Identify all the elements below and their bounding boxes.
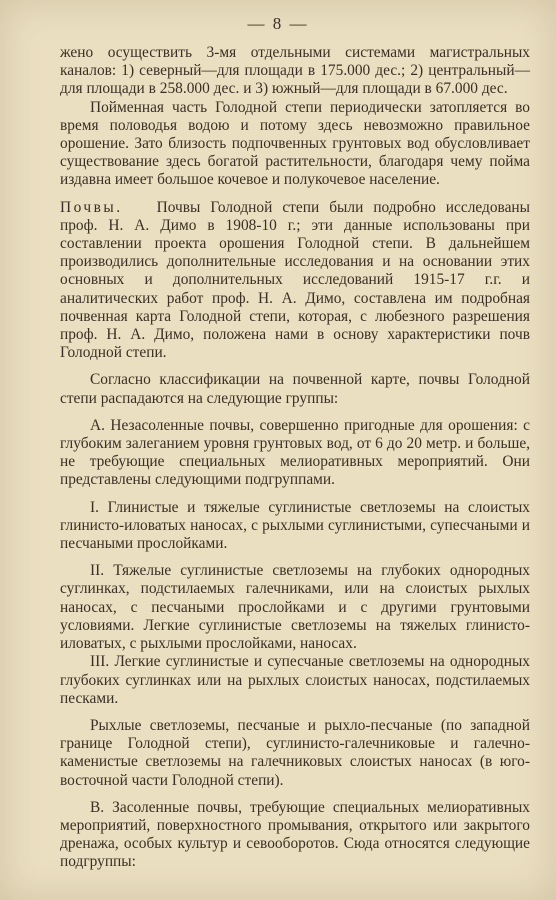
paragraph-subgroup-2: II. Тяжелые суглинистые светлоземы на глубоких однородных суглинках, подстилаемых галечниками, или на слоистых рыхлых наносах, с песчаными прослойками и с другими грунтовыми условиями. Легкие суглинистые светлоземы на тяжелых глинисто-иловатых, с рыхлыми прослойками, наносах. bbox=[60, 562, 530, 653]
body-text bbox=[60, 44, 530, 872]
paragraph-soils bbox=[60, 199, 530, 363]
paragraph-floodplain: Пойменная часть Голодной степи периодически затопляется во время половодья водою и потому здесь невозможно правильное орошение. Зато близость подпочвенных грунтовых вод обусловливает существование здесь богатой растительности, благодаря чему пойма издавна имеет большое кочевое и полукочевое население. bbox=[60, 98, 530, 189]
page-number: — 8 — bbox=[247, 14, 309, 33]
paragraph-subgroup-3: III. Легкие суглинистые и супесчаные светлоземы на однородных глубоких суглинках или на рыхлых слоистых наносах, подстилаемых песками. bbox=[60, 653, 530, 707]
paragraph-classification: Согласно классификации на почвенной карте, почвы Голодной степи распадаются на следующие группы: bbox=[60, 371, 530, 407]
paragraph-group-a: А. Незасоленные почвы, совершенно пригодные для орошения: с глубоким залеганием уровня грунтовых вод, от 6 до 20 метр. и больше, не требующие специальных мелиоративных мероприятий. Они представлены следующими подгруппами. bbox=[60, 416, 530, 489]
paragraph-loose-soils: Рыхлые светлоземы, песчаные и рыхло-песчаные (по западной границе Голодной степи), суглинисто-галечниковые и галечно-каменистые светлоземы на галечниковых слоистых наносах (в юго-восточной части Голодной степи). bbox=[60, 716, 530, 789]
paragraph-canals: жено осуществить 3-мя отдельными системами магистральных каналов: 1) северный—для площади в 175.000 дес.; 2) центральный—для площади в 258.000 дес. и 3) южный—для площади в 67.000 дес. bbox=[60, 44, 530, 98]
paragraph-soils-text: Почвы Голодной степи были подробно исследованы проф. Н. А. Димо в 1908-10 г.; эти данные использованы при составлении проекта орошения Голодной степи. В дальнейшем производились дополнительные исследования и на основании этих основных и дополнительных исследований 1915-17 г.г. и аналитических работ проф. Н. А. Димо, составлена им подробная почвенная карта Голодной степи, которая, с любезного разрешения проф. Н. А. Димо, положена нами в основу характеристики почв Голодной степи. bbox=[60, 198, 530, 362]
section-heading-soils: Почвы. bbox=[60, 198, 123, 216]
paragraph-group-b: В. Засоленные почвы, требующие специальных мелиоративных мероприятий, поверхностного промывания, открытого или закрытого дренажа, особых культур и севооборотов. Сюда относятся следующие подгруппы: bbox=[60, 798, 530, 871]
paragraph-subgroup-1: I. Глинистые и тяжелые суглинистые светлоземы на слоистых глинисто-иловатых наносах, с рыхлыми суглинистыми, супесчаными и песчаными прослойками. bbox=[60, 498, 530, 553]
